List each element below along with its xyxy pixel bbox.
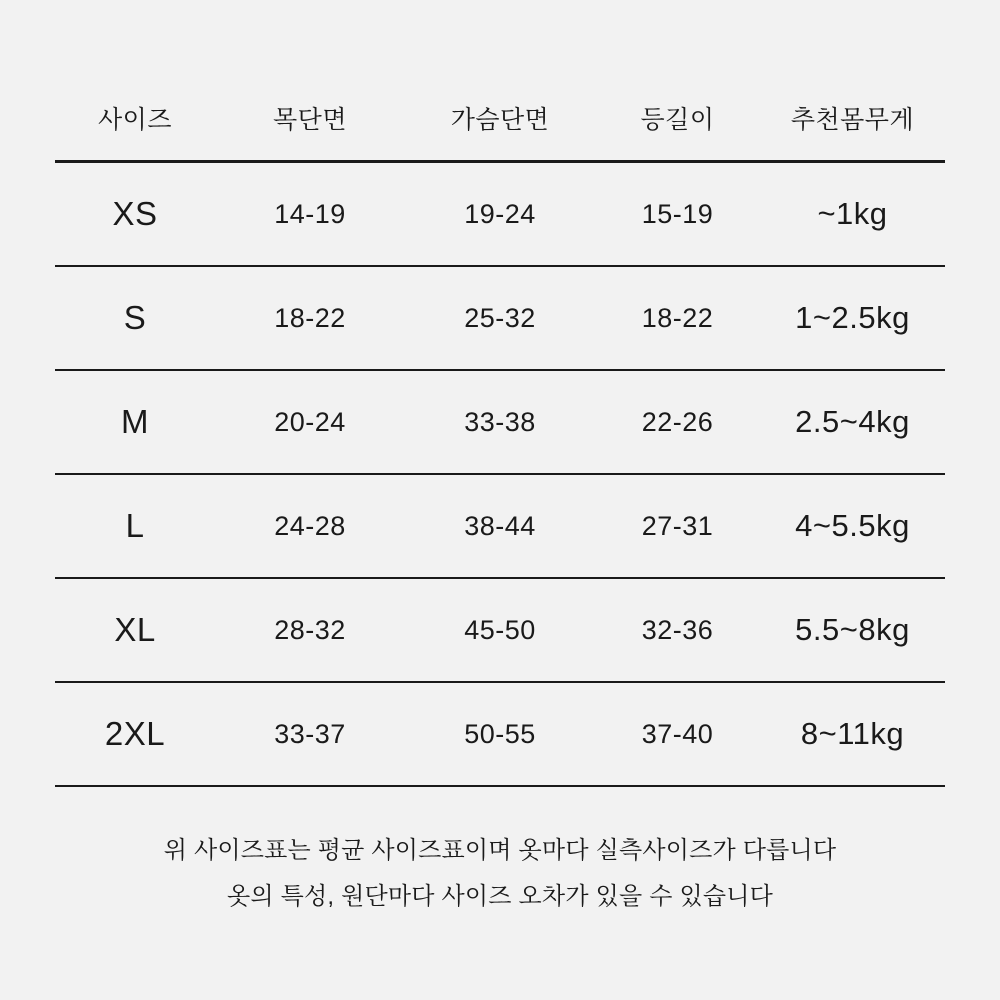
cell-neck: 20-24 [215, 370, 405, 474]
column-header-chest: 가슴단면 [405, 78, 595, 162]
cell-neck: 28-32 [215, 578, 405, 682]
cell-back-length: 37-40 [595, 682, 760, 786]
cell-weight: 4~5.5kg [760, 474, 945, 578]
size-table-body [55, 162, 945, 787]
cell-size: XS [55, 162, 215, 267]
cell-chest: 33-38 [405, 370, 595, 474]
cell-back-length: 22-26 [595, 370, 760, 474]
disclaimer-notes [0, 828, 1000, 920]
column-header-size: 사이즈 [55, 78, 215, 162]
table-row [55, 578, 945, 682]
cell-neck: 14-19 [215, 162, 405, 267]
size-table-container [55, 78, 945, 787]
cell-weight: 1~2.5kg [760, 266, 945, 370]
table-row [55, 370, 945, 474]
cell-back-length: 27-31 [595, 474, 760, 578]
table-row [55, 682, 945, 786]
cell-chest: 25-32 [405, 266, 595, 370]
cell-weight: 2.5~4kg [760, 370, 945, 474]
cell-chest: 19-24 [405, 162, 595, 267]
cell-chest: 38-44 [405, 474, 595, 578]
cell-back-length: 18-22 [595, 266, 760, 370]
cell-weight: ~1kg [760, 162, 945, 267]
cell-back-length: 32-36 [595, 578, 760, 682]
cell-size: L [55, 474, 215, 578]
size-table-header [55, 78, 945, 162]
cell-weight: 5.5~8kg [760, 578, 945, 682]
cell-size: S [55, 266, 215, 370]
note-line-1: 위 사이즈표는 평균 사이즈표이며 옷마다 실측사이즈가 다릅니다 [163, 837, 837, 864]
cell-size: M [55, 370, 215, 474]
cell-weight: 8~11kg [760, 682, 945, 786]
table-row [55, 266, 945, 370]
table-row [55, 474, 945, 578]
note-line-2: 옷의 특성, 원단마다 사이즈 오차가 있을 수 있습니다 [226, 883, 773, 910]
column-header-neck: 목단면 [215, 78, 405, 162]
cell-size: 2XL [55, 682, 215, 786]
column-header-back-length: 등길이 [595, 78, 760, 162]
cell-neck: 18-22 [215, 266, 405, 370]
table-row [55, 162, 945, 267]
cell-size: XL [55, 578, 215, 682]
column-header-recommended-weight: 추천몸무게 [760, 78, 945, 162]
cell-neck: 33-37 [215, 682, 405, 786]
cell-neck: 24-28 [215, 474, 405, 578]
cell-chest: 45-50 [405, 578, 595, 682]
table-header-row [55, 78, 945, 162]
size-table [55, 78, 945, 787]
cell-chest: 50-55 [405, 682, 595, 786]
cell-back-length: 15-19 [595, 162, 760, 267]
